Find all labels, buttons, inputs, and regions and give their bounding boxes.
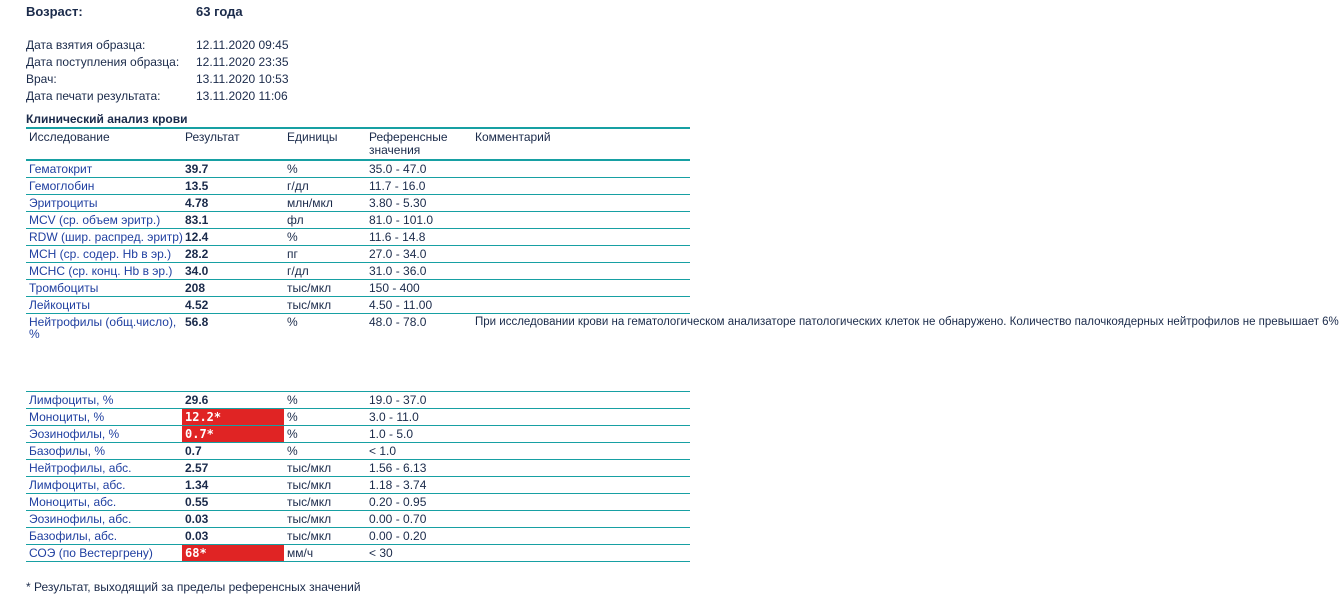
test-name: Гемоглобин [26, 178, 182, 195]
comment [472, 178, 690, 195]
result-value: 2.57 [182, 460, 284, 477]
reference-range: < 30 [366, 545, 472, 562]
meta-label: Дата поступления образца: [26, 55, 180, 69]
table-row [26, 280, 690, 297]
test-name: Тромбоциты [26, 280, 182, 297]
result-value: 0.7 [182, 443, 284, 460]
unit: % [284, 314, 366, 392]
reference-range: 27.0 - 34.0 [366, 246, 472, 263]
unit: г/дл [284, 263, 366, 280]
table-row [26, 545, 690, 562]
table-row [26, 494, 690, 511]
result-value: 0.03 [182, 511, 284, 528]
test-name: Гематокрит [26, 160, 182, 178]
meta-value: 13.11.2020 10:53 [196, 72, 289, 86]
unit: тыс/мкл [284, 528, 366, 545]
comment [472, 494, 690, 511]
age-value: 63 года [196, 4, 243, 19]
reference-range: 0.00 - 0.70 [366, 511, 472, 528]
unit: % [284, 409, 366, 426]
meta-value: 13.11.2020 11:06 [196, 89, 288, 103]
unit: млн/мкл [284, 195, 366, 212]
result-value: 83.1 [182, 212, 284, 229]
reference-range: 35.0 - 47.0 [366, 160, 472, 178]
table-row [26, 409, 690, 426]
test-name: Лимфоциты, % [26, 392, 182, 409]
comment [472, 511, 690, 528]
table-row [26, 511, 690, 528]
table-row [26, 160, 690, 178]
table-row [26, 314, 690, 392]
result-value: 4.78 [182, 195, 284, 212]
header-result: Результат [182, 128, 284, 160]
reference-range: 11.6 - 14.8 [366, 229, 472, 246]
comment [472, 443, 690, 460]
result-value: 39.7 [182, 160, 284, 178]
unit: % [284, 443, 366, 460]
test-name: MCHC (ср. конц. Hb в эр.) [26, 263, 182, 280]
comment [472, 212, 690, 229]
table-row [26, 195, 690, 212]
table-row [26, 229, 690, 246]
unit: % [284, 426, 366, 443]
test-name: MCH (ср. содер. Hb в эр.) [26, 246, 182, 263]
table-row [26, 246, 690, 263]
unit: % [284, 229, 366, 246]
result-value: 29.6 [182, 392, 284, 409]
meta-label: Врач: [26, 72, 57, 86]
reference-range: 19.0 - 37.0 [366, 392, 472, 409]
result-value: 208 [182, 280, 284, 297]
unit: тыс/мкл [284, 460, 366, 477]
table-row [26, 178, 690, 195]
result-value-abnormal: 0.7* [182, 426, 284, 443]
meta-label: Дата взятия образца: [26, 38, 146, 52]
unit: г/дл [284, 178, 366, 195]
unit: тыс/мкл [284, 511, 366, 528]
result-value: 13.5 [182, 178, 284, 195]
comment [472, 426, 690, 443]
unit: фл [284, 212, 366, 229]
table-header-row [26, 128, 690, 160]
comment [472, 280, 690, 297]
reference-range: 3.0 - 11.0 [366, 409, 472, 426]
comment [472, 263, 690, 280]
test-name: Моноциты, абс. [26, 494, 182, 511]
table-row [26, 297, 690, 314]
reference-range: 0.00 - 0.20 [366, 528, 472, 545]
results-table [26, 127, 1339, 562]
result-value: 56.8 [182, 314, 284, 392]
reference-range: 1.56 - 6.13 [366, 460, 472, 477]
reference-range: 4.50 - 11.00 [366, 297, 472, 314]
result-value: 28.2 [182, 246, 284, 263]
reference-range: < 1.0 [366, 443, 472, 460]
comment [472, 392, 690, 409]
test-name: Лейкоциты [26, 297, 182, 314]
unit: % [284, 160, 366, 178]
header-reference: Референсные значения [366, 128, 472, 160]
reference-range: 3.80 - 5.30 [366, 195, 472, 212]
age-label: Возраст: [26, 4, 83, 19]
result-value: 1.34 [182, 477, 284, 494]
header-test: Исследование [26, 128, 182, 160]
comment [472, 528, 690, 545]
reference-range: 81.0 - 101.0 [366, 212, 472, 229]
table-row [26, 460, 690, 477]
reference-range: 1.18 - 3.74 [366, 477, 472, 494]
table-row [26, 477, 690, 494]
unit: тыс/мкл [284, 494, 366, 511]
test-name: RDW (шир. распред. эритр) [26, 229, 182, 246]
table-row [26, 212, 690, 229]
reference-range: 11.7 - 16.0 [366, 178, 472, 195]
header-comment: Комментарий [472, 128, 690, 160]
test-name: Моноциты, % [26, 409, 182, 426]
comment [472, 160, 690, 178]
table-row [26, 392, 690, 409]
meta-label: Дата печати результата: [26, 89, 161, 103]
reference-range: 31.0 - 36.0 [366, 263, 472, 280]
test-name: Базофилы, абс. [26, 528, 182, 545]
result-value-abnormal: 12.2* [182, 409, 284, 426]
test-name: Эозинофилы, % [26, 426, 182, 443]
test-name: Эритроциты [26, 195, 182, 212]
unit: пг [284, 246, 366, 263]
result-value: 12.4 [182, 229, 284, 246]
result-value: 0.55 [182, 494, 284, 511]
meta-value: 12.11.2020 09:45 [196, 38, 289, 52]
comment [472, 195, 690, 212]
reference-range: 150 - 400 [366, 280, 472, 297]
comment [472, 477, 690, 494]
test-name: Эозинофилы, абс. [26, 511, 182, 528]
comment [472, 460, 690, 477]
unit: тыс/мкл [284, 297, 366, 314]
comment [472, 246, 690, 263]
table-row [26, 263, 690, 280]
unit: тыс/мкл [284, 280, 366, 297]
comment [472, 229, 690, 246]
meta-value: 12.11.2020 23:35 [196, 55, 289, 69]
test-name: Базофилы, % [26, 443, 182, 460]
result-value: 0.03 [182, 528, 284, 545]
footnote: * Результат, выходящий за пределы референсных значений [26, 580, 361, 594]
test-name: MCV (ср. объем эритр.) [26, 212, 182, 229]
comment [472, 409, 690, 426]
section-title: Клинический анализ крови [26, 112, 188, 126]
result-value: 4.52 [182, 297, 284, 314]
test-name: Лимфоциты, абс. [26, 477, 182, 494]
unit: % [284, 392, 366, 409]
table-row [26, 528, 690, 545]
unit: мм/ч [284, 545, 366, 562]
reference-range: 48.0 - 78.0 [366, 314, 472, 392]
comment [472, 297, 690, 314]
test-name: Нейтрофилы, абс. [26, 460, 182, 477]
result-value-abnormal: 68* [182, 545, 284, 562]
reference-range: 1.0 - 5.0 [366, 426, 472, 443]
result-value: 34.0 [182, 263, 284, 280]
header-units: Единицы [284, 128, 366, 160]
table-row [26, 426, 690, 443]
comment: При исследовании крови на гематологическом анализаторе патологических клеток не обнаружено. Количество палочкоядерных нейтрофилов не превышает 6% [472, 314, 690, 392]
test-name: СОЭ (по Вестергрену) [26, 545, 182, 562]
reference-range: 0.20 - 0.95 [366, 494, 472, 511]
comment [472, 545, 690, 562]
test-name: Нейтрофилы (общ.число), % [26, 314, 182, 392]
table-row [26, 443, 690, 460]
unit: тыс/мкл [284, 477, 366, 494]
